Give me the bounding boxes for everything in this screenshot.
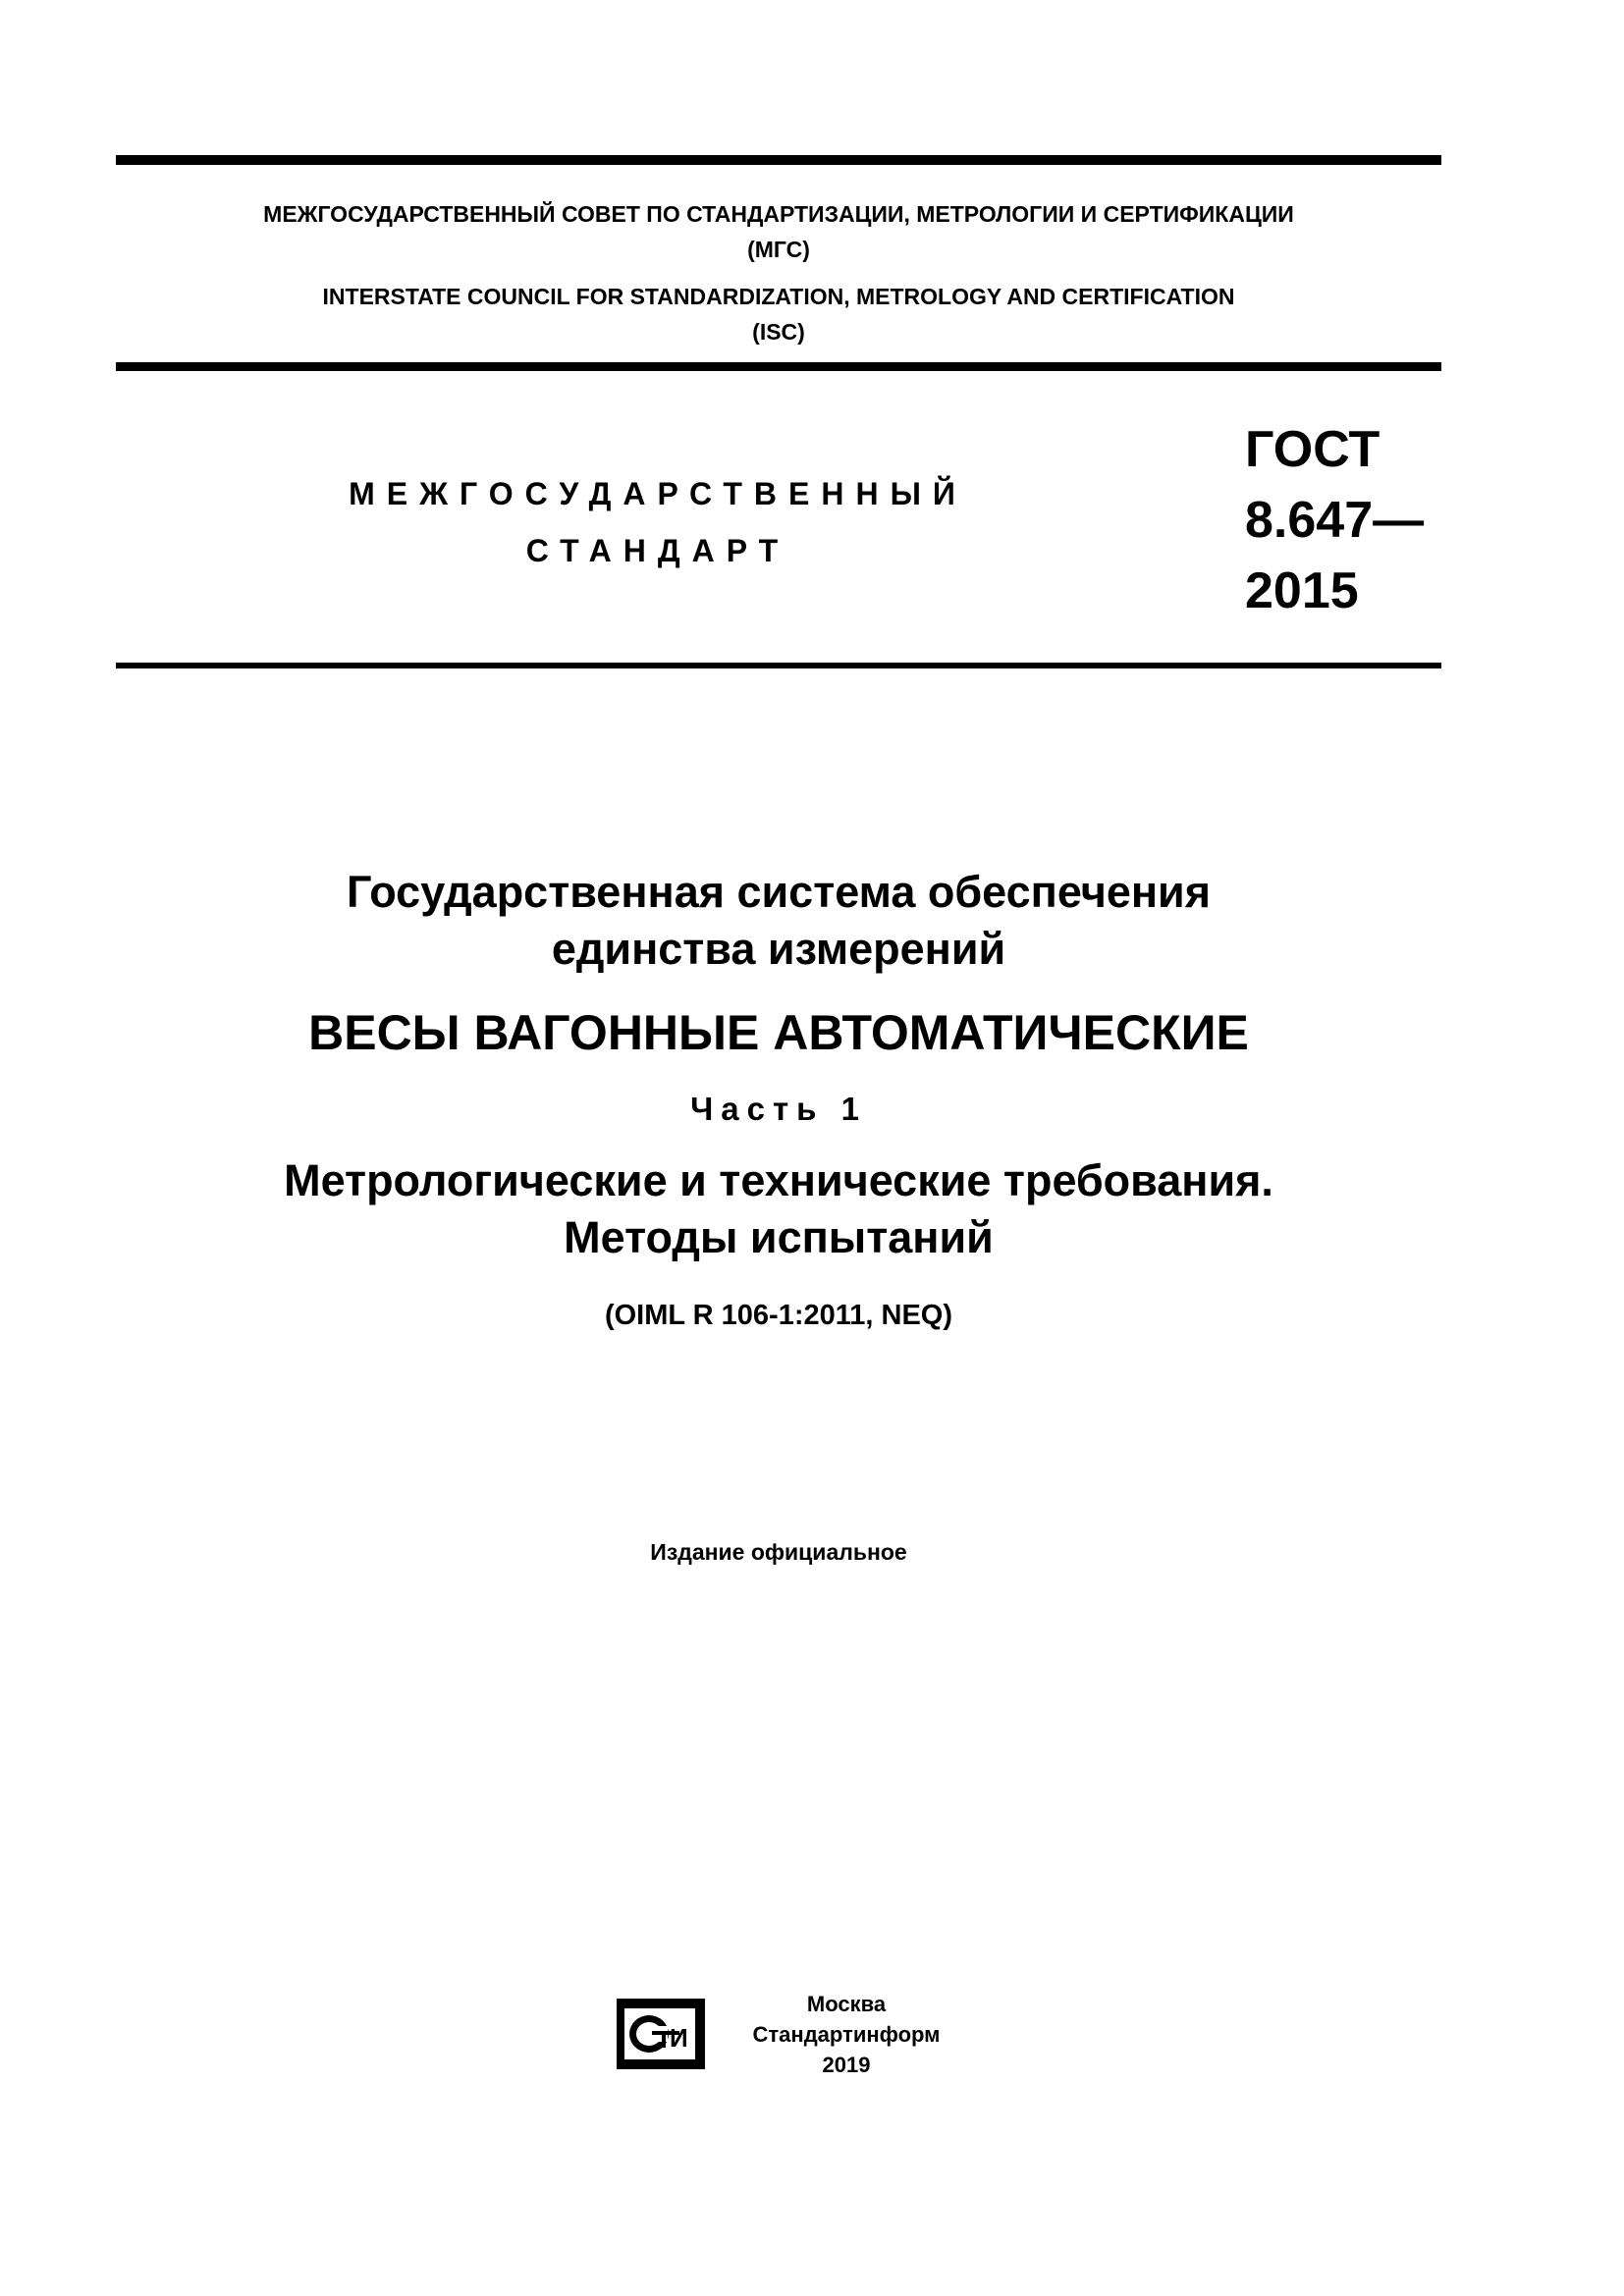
- standartinform-logo-icon: [617, 1999, 705, 2069]
- header-bottom-rule: [116, 362, 1441, 371]
- standard-type-line1: МЕЖГОСУДАРСТВЕННЫЙ: [349, 476, 967, 511]
- designation-line3: 2015: [1245, 562, 1359, 619]
- designation-line1: ГОСТ: [1245, 421, 1380, 478]
- council-ru-line1: МЕЖГОСУДАРСТВЕННЫЙ СОВЕТ ПО СТАНДАРТИЗАЦИИ, МЕТРОЛОГИИ И СЕРТИФИКАЦИИ: [263, 201, 1294, 227]
- publisher-name: Стандартинформ: [752, 2022, 941, 2047]
- council-en-line2: (ISC): [752, 319, 805, 345]
- subtitle-line2: Методы испытаний: [564, 1212, 994, 1262]
- main-title: ВЕСЫ ВАГОННЫЕ АВТОМАТИЧЕСКИЕ: [308, 1005, 1249, 1060]
- part-label: Часть 1: [690, 1091, 867, 1127]
- system-title-line2: единства измерений: [551, 924, 1006, 974]
- council-ru-line2: (МГС): [747, 237, 810, 262]
- oiml-reference: (OIML R 106-1:2011, NEQ): [604, 1300, 953, 1331]
- council-en-line1: INTERSTATE COUNCIL FOR STANDARDIZATION, METROLOGY AND CERTIFICATION: [322, 284, 1235, 309]
- standard-type-line2: СТАНДАРТ: [525, 533, 790, 568]
- top-rule: [116, 155, 1441, 165]
- publisher-info: [729, 1989, 964, 2080]
- designation-line2: 8.647—: [1245, 492, 1425, 549]
- svg-text:И: И: [670, 2023, 688, 2053]
- system-title-line1: Государственная система обеспечения: [347, 867, 1211, 917]
- publisher-logo: [617, 1999, 705, 2069]
- publisher-city: Москва: [806, 1992, 887, 2016]
- subtitle-line1: Метрологические и технические требования.: [284, 1155, 1273, 1205]
- council-block: [116, 196, 1441, 349]
- edition-note: Издание официальное: [650, 1539, 907, 1565]
- publisher-year: 2019: [822, 2053, 871, 2077]
- designation-bottom-rule: [116, 663, 1441, 668]
- standard-designation: [1245, 414, 1461, 626]
- standard-type: [334, 465, 982, 579]
- document-title-block: [116, 864, 1441, 1335]
